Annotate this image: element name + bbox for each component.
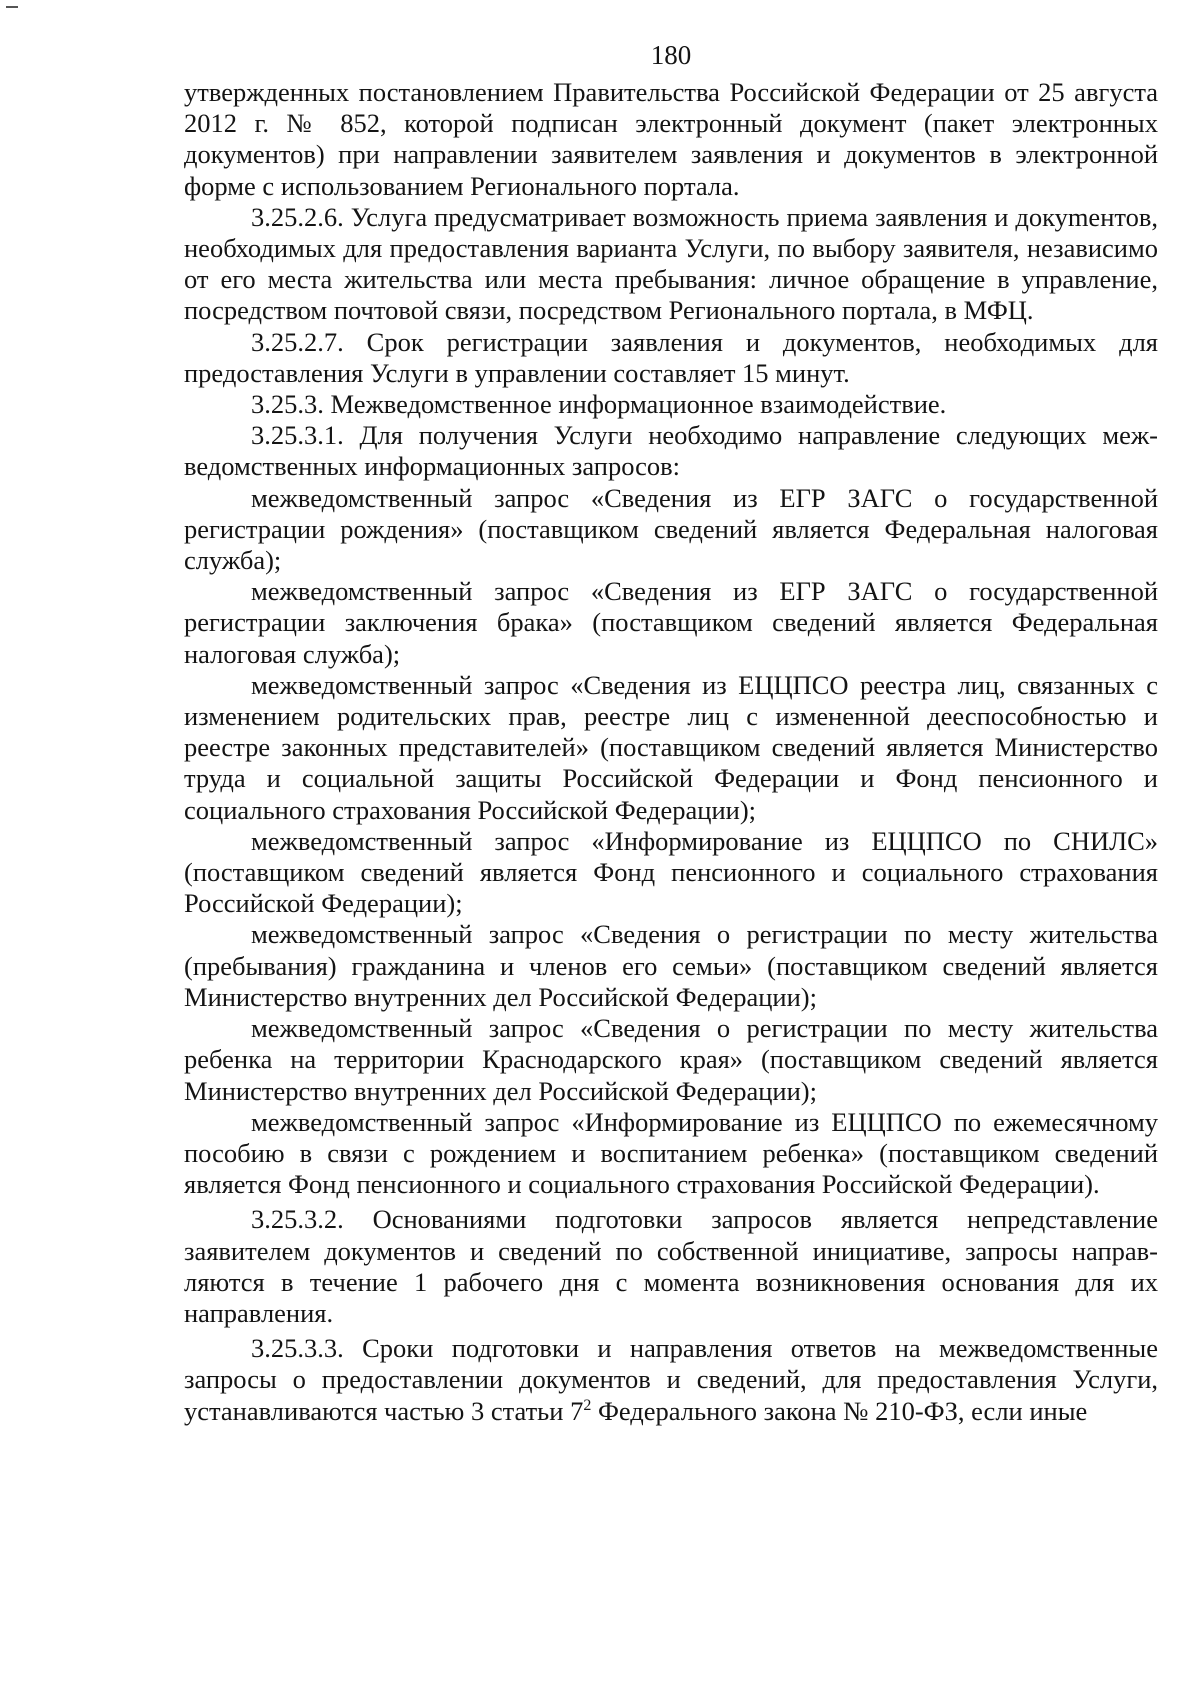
scan-corner-mark	[6, 6, 18, 8]
paragraph-3-25-3-2: 3.25.3.2. Основаниями подготовки запросов является непредставление заявителем документов и сведений по собственной инициативе, запросы направляются в течение 1 рабочего дня с момента возникновения основания для их направления.	[184, 1204, 1158, 1328]
paragraph-3-25-2-7: 3.25.2.7. Срок регистрации заявления и документов, необходимых для предоставления Услуги в управлении составляет 15 минут.	[184, 326, 1158, 388]
document-page	[184, 40, 1158, 1427]
paragraph-3-25-3-3-text: 3.25.3.3. Сроки подготовки и направления ответов на межведомственные запросы о предоставлении документов и сведений, для предоставления Услуги, устанавливаются частью 3 статьи 7	[184, 1333, 1158, 1426]
list-item-request-marriage: межведомственный запрос «Сведения из ЕГР ЗАГС о государственной регистрации заключения брака» (поставщиком сведений является Федеральная налоговая служба);	[184, 576, 1158, 669]
page-number: 180	[650, 40, 692, 70]
paragraph-3-25-3: 3.25.3. Межведомственное информационное взаимодействие.	[251, 389, 947, 420]
paragraph-3-25-2-6: 3.25.2.6. Услуга предусматривает возможность приема заявления и докуmентов, необходимых для предоставления варианта Услуги, по выбору заявителя, независимо от его места жительства или места пребывания: личное обращение в управление, посредством почтовой связи, посредством Регионального портала, в МФЦ.	[184, 201, 1158, 326]
list-item-request-snils: межведомственный запрос «Информирование из ЕЦЦПСО по СНИЛС» (поставщиком сведений является Фонд пенсионного и социального страхования Российской Федерации);	[184, 825, 1158, 919]
paragraph-3-25-3-1: 3.25.3.1. Для получения Услуги необходимо направление следующих межведомственных информационных запросов:	[184, 420, 1158, 482]
list-item-request-birth: межведомственный запрос «Сведения из ЕГР ЗАГС о государственной регистрации рождения» (поставщиком сведений является Федеральная налоговая служба);	[184, 482, 1158, 576]
paragraph-3-25-3-3	[184, 1333, 1158, 1427]
list-item-request-child-registration: межведомственный запрос «Сведения о регистрации по месту жительства ребенка на территории Краснодарского края» (поставщиком сведений является Министерство внутренних дел Российской Федерации);	[184, 1013, 1158, 1106]
article-superscript: 2	[583, 1396, 592, 1414]
paragraph-continuation: утвержденных постановлением Правительства Российской Федерации от 25 августа 2012 г. № 852, которой подписан электронный документ (пакет электронных документов) при направлении заявителем заявления и документов в электронной форме с использованием Регионального портала.	[184, 77, 1158, 201]
paragraph-3-25-3-3-tail: Федерального закона № 210-ФЗ, если иные	[591, 1395, 1088, 1426]
list-item-request-monthly-allowance: межведомственный запрос «Информирование из ЕЦЦПСО по ежемесячному пособию в связи с рождением и воспитанием ребенка» (поставщиком сведений является Фонд пенсионного и социального страхования Российской Федерации).	[184, 1106, 1158, 1200]
list-item-request-family-registration: межведомственный запрос «Сведения о регистрации по месту жительства (пребывания) гражданина и членов его семьи» (поставщиком сведений является Министерство внутренних дел Российской Федерации);	[184, 919, 1158, 1012]
list-item-request-parental-rights: межведомственный запрос «Сведения из ЕЦЦПСО реестра лиц, связанных с изменением родительских прав, реестре лиц с измененной дееспособностью и реестре законных представителей» (поставщиком сведений является Министерство труда и социальной защиты Российской Федерации и Фонд пенсионного и социального страхования Российской Федерации);	[184, 669, 1158, 825]
